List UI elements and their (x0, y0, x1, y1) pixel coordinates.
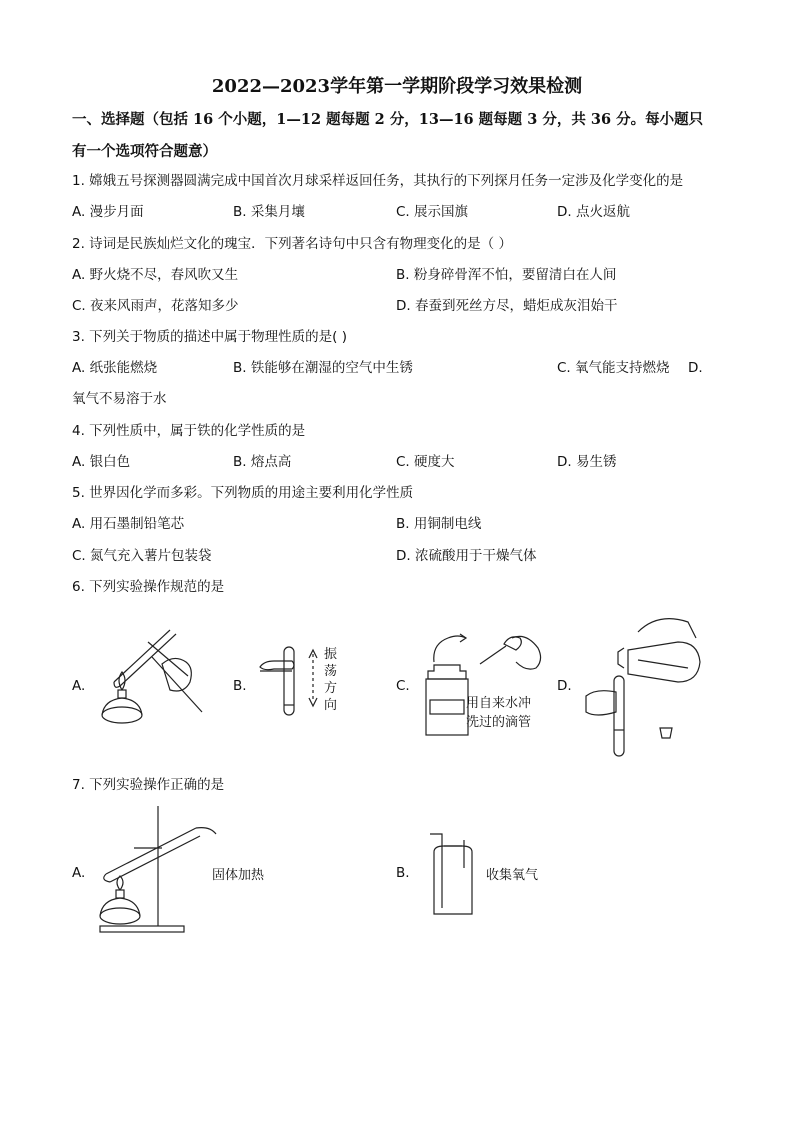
q5-option-b: B. 用铜制电线 (396, 516, 482, 532)
q1-stem: 1. 嫦娥五号探测器圆满完成中国首次月球采样返回任务，其执行的下列探月任务一定涉及化学变化的是 (72, 173, 684, 189)
q5-option-c: C. 氮气充入薯片包装袋 (72, 548, 212, 564)
q4-option-a: A. 银白色 (72, 454, 131, 470)
q1-option-a: A. 漫步月面 (72, 204, 144, 220)
q6-option-c: C. (396, 678, 410, 694)
section-header-line2: 有一个选项符合题意） (72, 143, 217, 160)
q4-option-d: D. 易生锈 (557, 454, 617, 470)
q5-stem: 5. 世界因化学而多彩。下列物质的用途主要利用化学性质 (72, 485, 414, 501)
q7-a-label: 固体加热 (212, 868, 265, 883)
q4-option-b: B. 熔点高 (233, 454, 292, 470)
q3-option-b: B. 铁能够在潮湿的空气中生锈 (233, 360, 413, 376)
shake-direction-arrow-icon (308, 648, 318, 708)
section-header-line1: 一、选择题（包括 16 个小题，1—12 题每题 2 分，13—16 题每题 3 分，共 36 分。每小题只 (72, 111, 704, 128)
q6-d-diagram (578, 610, 708, 760)
q2-stem: 2. 诗词是民族灿烂文化的瑰宝．下列著名诗句中只含有物理变化的是（ ） (72, 236, 512, 252)
q7-a-diagram (92, 802, 217, 937)
q7-b-label: 收集氧气 (486, 868, 539, 883)
q7-option-b: B. (396, 865, 410, 881)
q1-option-b: B. 采集月壤 (233, 204, 305, 220)
q2-option-c: C. 夜来风雨声，花落知多少 (72, 298, 239, 314)
q6-a-diagram (92, 612, 212, 732)
q6-stem: 6. 下列实验操作规范的是 (72, 579, 225, 595)
q6-option-d: D. (557, 678, 572, 694)
q4-option-c: C. 硬度大 (396, 454, 455, 470)
exam-title: 2022—2023学年第一学期阶段学习效果检测 (211, 76, 583, 97)
q5-option-d: D. 浓硫酸用于干燥气体 (396, 548, 537, 564)
q1-option-d: D. 点火返航 (557, 204, 630, 220)
q5-option-a: A. 用石墨制铅笔芯 (72, 516, 185, 532)
q6-b-label-char-2: 荡 (324, 664, 338, 679)
q3-option-c: C. 氧气能支持燃烧 (557, 360, 670, 376)
q6-option-b: B. (233, 678, 247, 694)
q3-stem: 3. 下列关于物质的描述中属于物理性质的是( ) (72, 329, 347, 345)
q2-option-b: B. 粉身碎骨浑不怕，要留清白在人间 (396, 267, 617, 283)
q6-b-label-char-3: 方 (324, 681, 338, 696)
q6-b-diagram (254, 645, 314, 725)
q3-option-a: A. 纸张能燃烧 (72, 360, 158, 376)
q2-option-d: D. 春蚕到死丝方尽，蜡炬成灰泪始干 (396, 298, 618, 314)
q6-c-label-line2: 洗过的滴管 (466, 715, 532, 730)
q2-option-a: A. 野火烧不尽，春风吹又生 (72, 267, 239, 283)
q1-option-c: C. 展示国旗 (396, 204, 469, 220)
q6-b-label-char-4: 向 (324, 698, 338, 713)
q6-b-label-char-1: 振 (324, 647, 338, 662)
q7-stem: 7. 下列实验操作正确的是 (72, 777, 225, 793)
q3-option-d-text: 氧气不易溶于水 (72, 391, 167, 407)
q6-c-label-line1: 用自来水冲 (466, 696, 532, 711)
q3-option-d: D. (688, 360, 703, 376)
q6-option-a: A. (72, 678, 86, 694)
q7-option-a: A. (72, 865, 86, 881)
q4-stem: 4. 下列性质中，属于铁的化学性质的是 (72, 423, 306, 439)
q7-b-diagram (428, 828, 478, 918)
